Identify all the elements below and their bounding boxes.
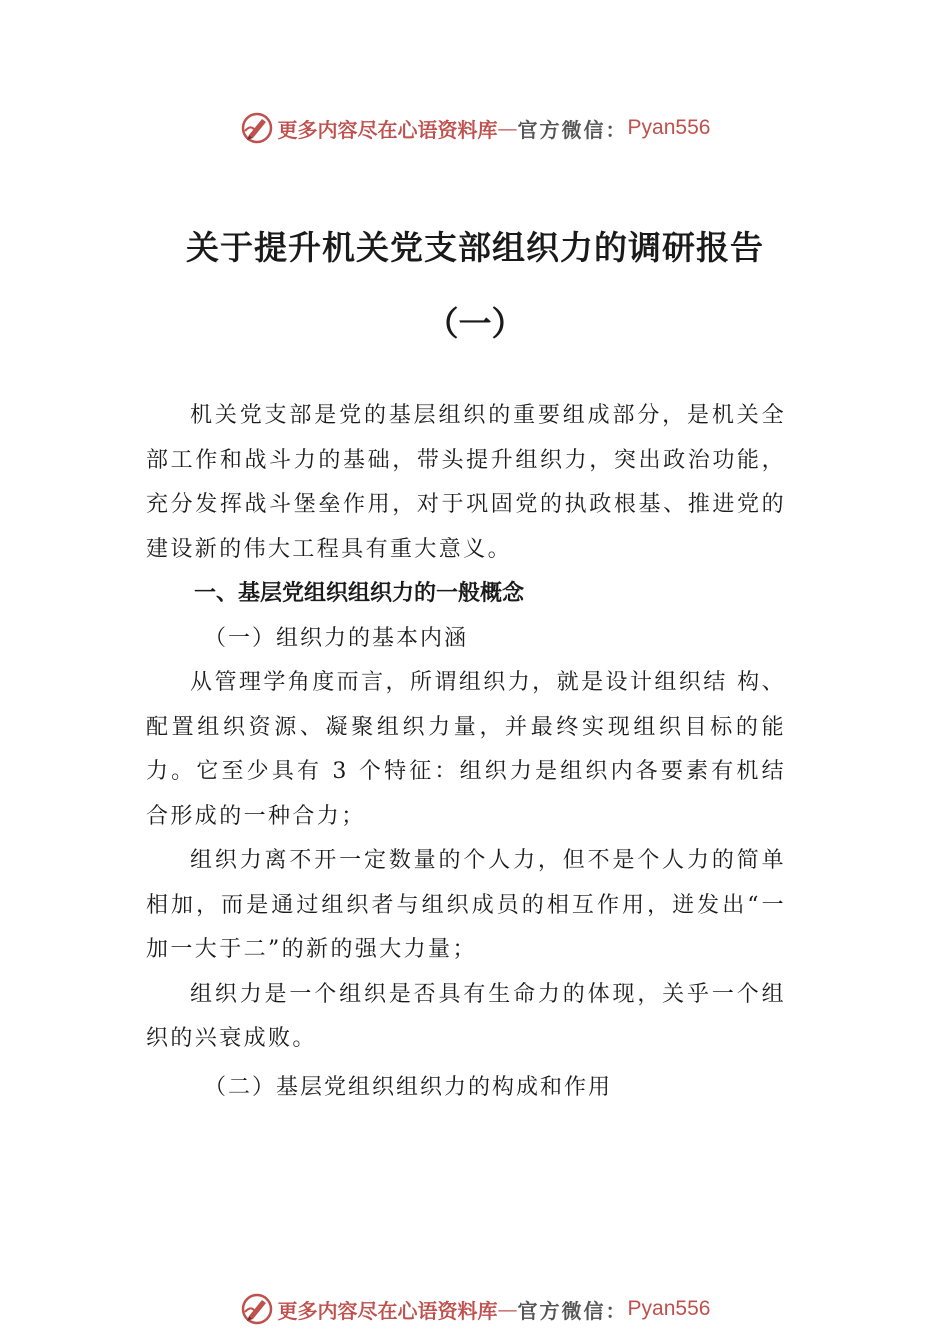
section-1-2-heading: （二）基层党组织组织力的构成和作用	[204, 1074, 613, 1100]
pen-logo-icon	[240, 111, 274, 145]
watermark-separator: —	[497, 116, 518, 140]
paragraph-3: 组织力是一个组织是否具有生命力的体现，关乎一个组织的兴衰成败。	[146, 981, 786, 1051]
top-watermark-banner	[0, 108, 950, 148]
watermark-separator: —	[497, 1297, 518, 1321]
watermark-wechat-label: 官方微信：	[517, 117, 628, 142]
pen-logo-icon	[240, 1292, 274, 1326]
section-1-heading: 一、基层党组织组织力的一般概念	[194, 581, 525, 606]
section-1-1-heading: （一）组织力的基本内涵	[204, 625, 469, 651]
paragraph-2: 组织力离不开一定数量的个人力，但不是个人力的简单相加，而是通过组织者与组织成员的相互作用，迸发出“一加一大于二”的新的强大力量；	[146, 848, 786, 962]
document-subtitle: （一）	[425, 304, 525, 343]
watermark-brand-text: 更多内容尽在心语资料库	[277, 1298, 498, 1323]
intro-paragraph: 机关党支部是党的基层组织的重要组成部分，是机关全部工作和战斗力的基础，带头提升组织力，突出政治功能，充分发挥战斗堡垒作用，对于巩固党的执政根基、推进党的建设新的伟大工程具有重大意义。	[146, 403, 786, 562]
watermark-wechat-id: Pyan556	[627, 1297, 711, 1320]
document-body	[146, 394, 786, 1110]
watermark-brand-text: 更多内容尽在心语资料库	[277, 117, 498, 142]
bottom-watermark-banner	[0, 1289, 950, 1329]
watermark-wechat-id: Pyan556	[627, 116, 711, 139]
paragraph-1: 从管理学角度而言，所谓组织力，就是设计组织结 构、配置组织资源、凝聚组织力量，并最终实现组织目标的能力。它至少具有 3 个特征：组织力是组织内各要素有机结合形成的一种合力；	[146, 670, 786, 829]
watermark-wechat-label: 官方微信：	[517, 1298, 628, 1323]
document-title: 关于提升机关党支部组织力的调研报告	[186, 228, 764, 267]
